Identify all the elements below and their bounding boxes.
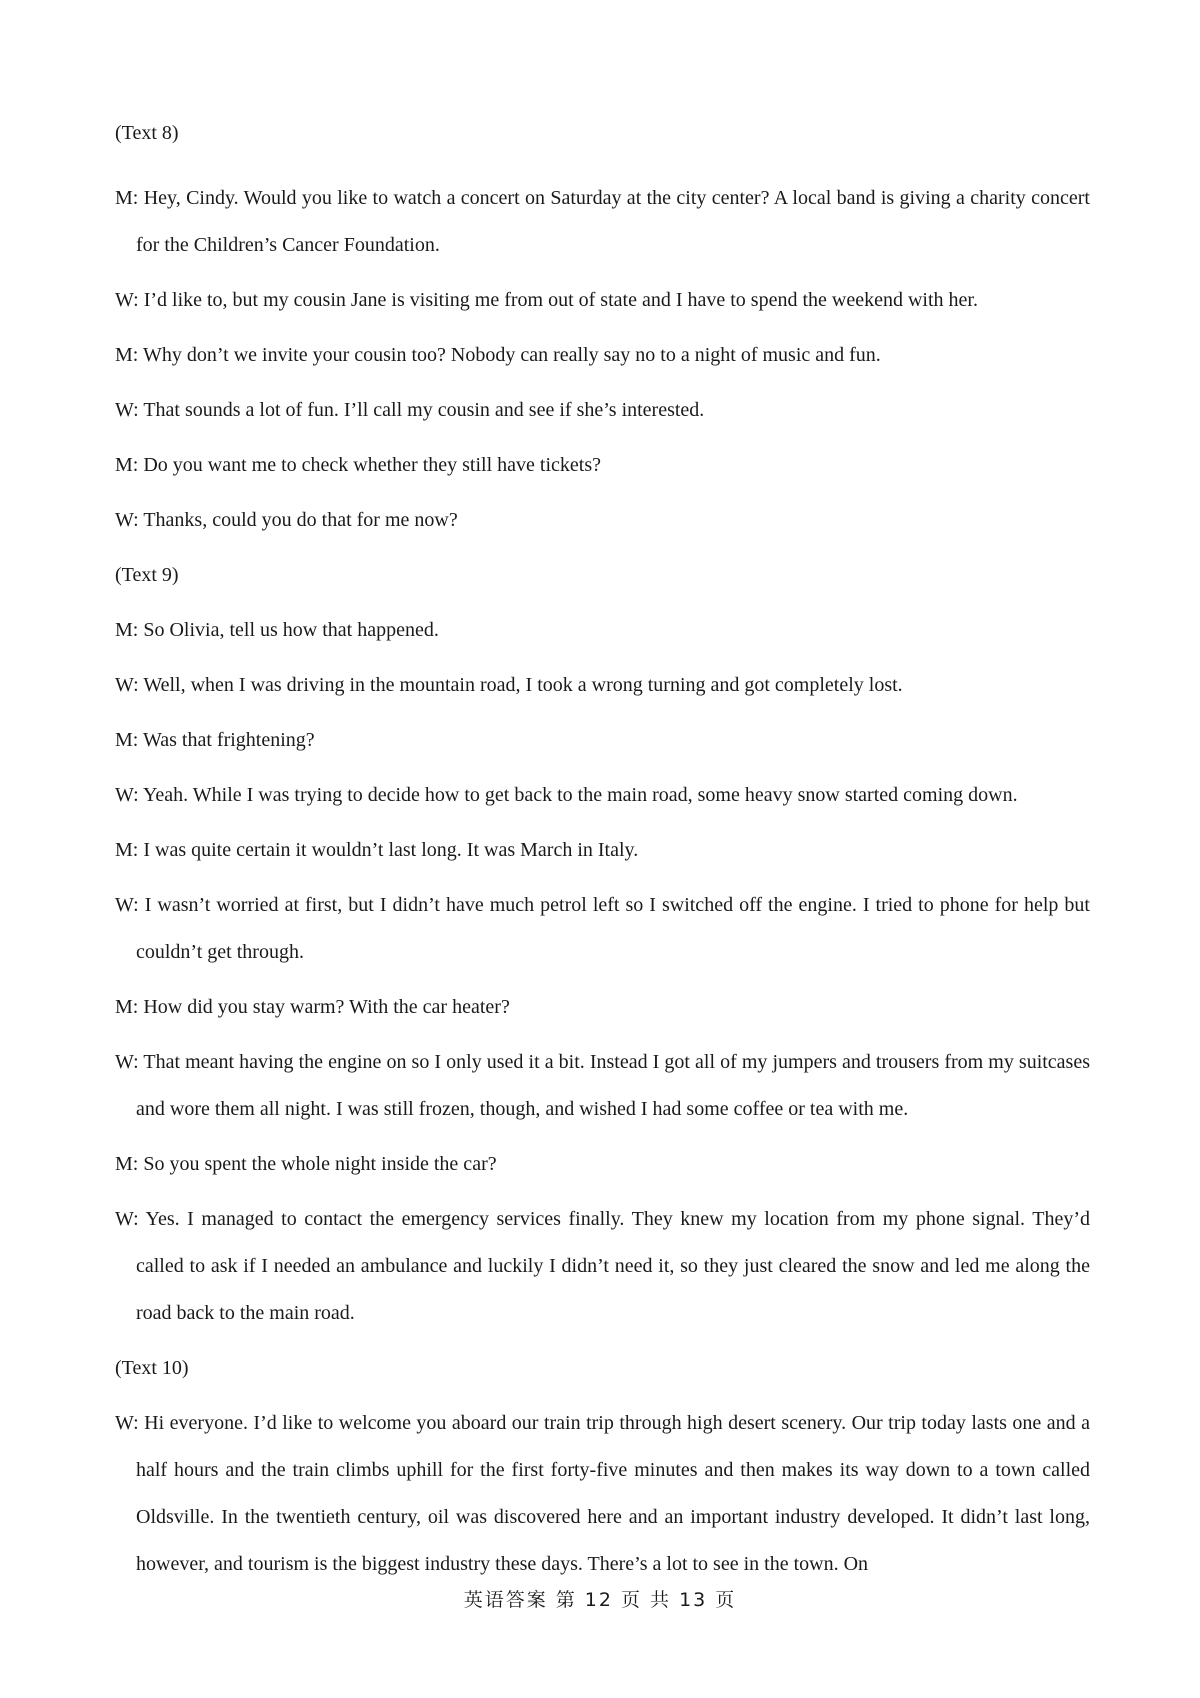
monologue-paragraph: W: Hi everyone. I’d like to welcome you aboard our train trip through high desert scenery. Our trip today lasts one and a half hours and the train climbs uphill for the first forty-five minutes and then makes its way down to a town called Oldsville. In the twentieth century, oil was discovered here and an important industry developed. It didn’t last long, however, and tourism is the biggest industry these days. There’s a lot to see in the town. On — [115, 1412, 1090, 1575]
dialogue-line: M: How did you stay warm? With the car heater? — [115, 996, 510, 1018]
dialogue-line: W: I’d like to, but my cousin Jane is visiting me from out of state and I have to spend the weekend with her. — [115, 289, 978, 311]
dialogue-line: W: Well, when I was driving in the mountain road, I took a wrong turning and got completely lost. — [115, 674, 903, 696]
section-label-text10: (Text 10) — [115, 1357, 189, 1379]
dialogue-line: M: I was quite certain it wouldn’t last long. It was March in Italy. — [115, 839, 639, 861]
dialogue-line: W: Yeah. While I was trying to decide how to get back to the main road, some heavy snow started coming down. — [115, 784, 1018, 806]
dialogue-line: W: Thanks, could you do that for me now? — [115, 509, 458, 531]
dialogue-line: W: I wasn’t worried at first, but I didn’t have much petrol left so I switched off the engine. I tried to phone for help but couldn’t get through. — [115, 894, 1090, 963]
dialogue-line: M: Why don’t we invite your cousin too? Nobody can really say no to a night of music and fun. — [115, 344, 881, 366]
dialogue-line: M: Do you want me to check whether they still have tickets? — [115, 454, 601, 476]
dialogue-line: W: Yes. I managed to contact the emergency services finally. They knew my location from my phone signal. They’d called to ask if I needed an ambulance and luckily I didn’t need it, so they just cleared the snow and led me along the road back to the main road. — [115, 1208, 1090, 1324]
dialogue-line: W: That sounds a lot of fun. I’ll call my cousin and see if she’s interested. — [115, 399, 705, 421]
section-label-text8: (Text 8) — [115, 122, 179, 144]
dialogue-line: W: That meant having the engine on so I only used it a bit. Instead I got all of my jumpers and trousers from my suitcases and wore them all night. I was still frozen, though, and wished I had some coffee or tea with me. — [115, 1051, 1090, 1120]
dialogue-line: M: So you spent the whole night inside the car? — [115, 1153, 497, 1175]
transcript-body — [115, 120, 1090, 1596]
page-footer: 英语答案 第 12 页 共 13 页 — [463, 1589, 737, 1611]
dialogue-line: M: Was that frightening? — [115, 729, 315, 751]
dialogue-line: M: Hey, Cindy. Would you like to watch a concert on Saturday at the city center? A local band is giving a charity concert for the Children’s Cancer Foundation. — [115, 187, 1090, 256]
dialogue-line: M: So Olivia, tell us how that happened. — [115, 619, 439, 641]
section-label-text9: (Text 9) — [115, 564, 179, 586]
